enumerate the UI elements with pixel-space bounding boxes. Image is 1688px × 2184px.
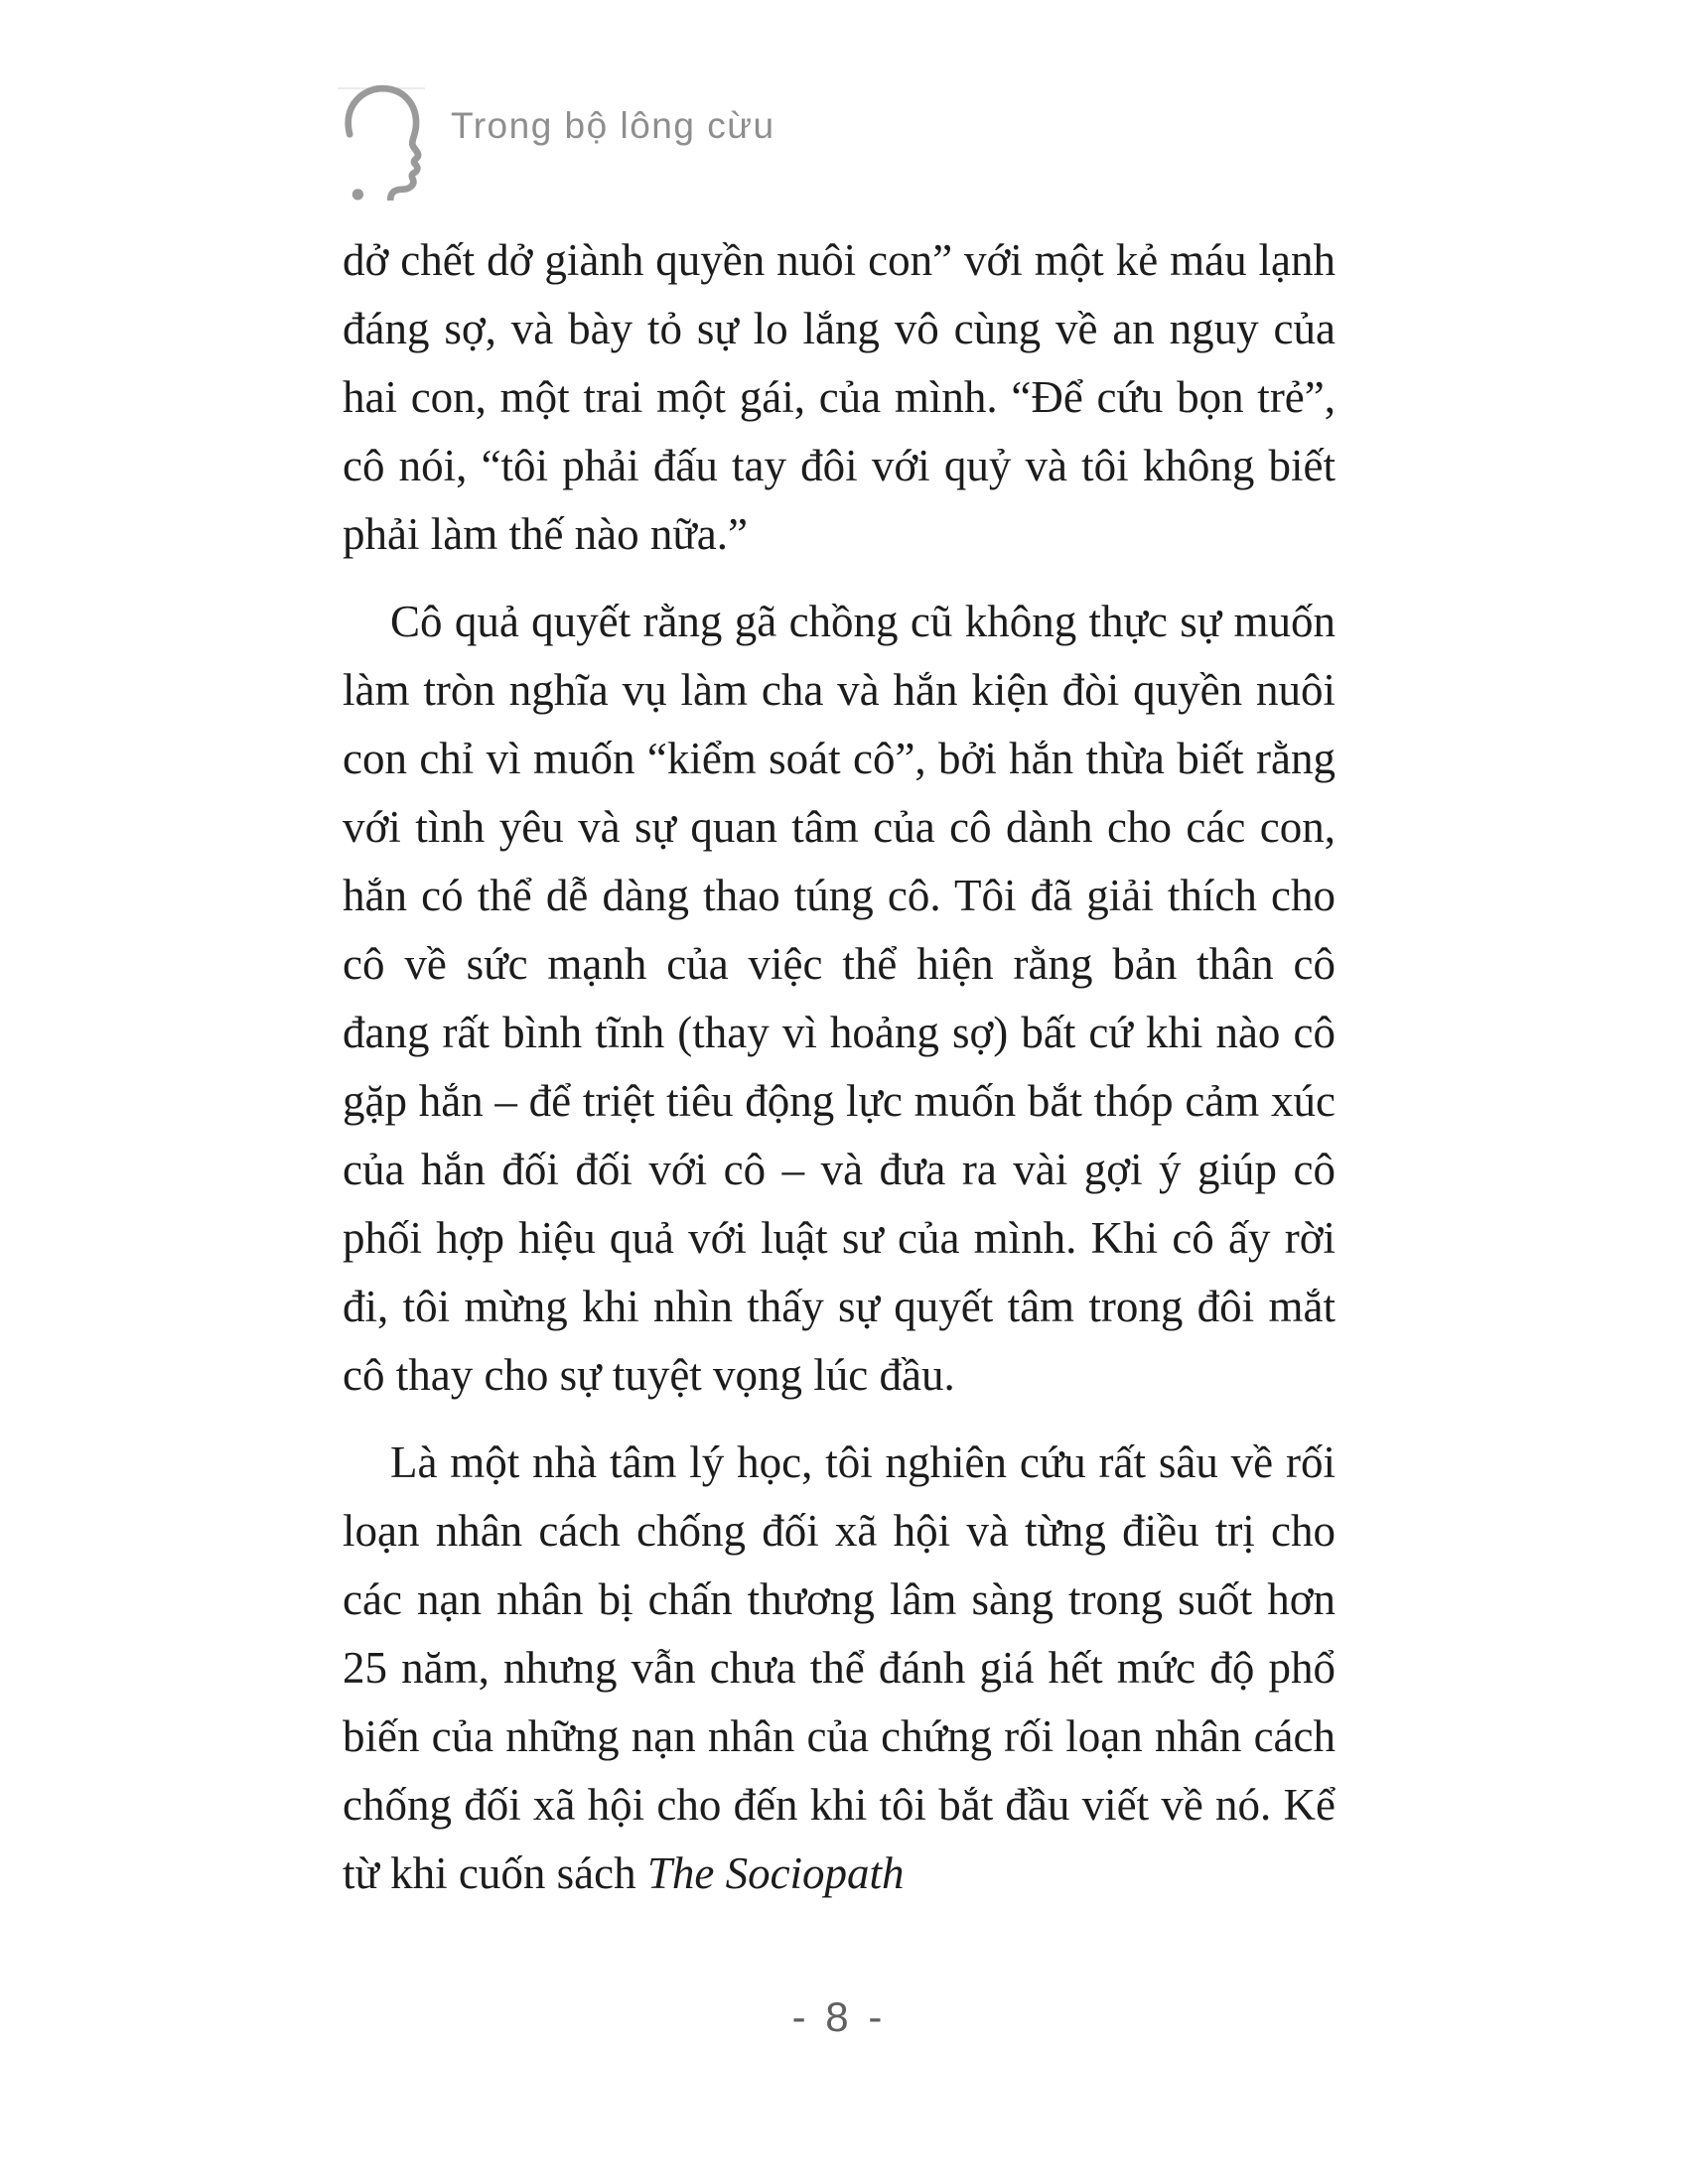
paragraph-3 bbox=[343, 1429, 1336, 1908]
page-header bbox=[336, 83, 775, 201]
page-number: - 8 - bbox=[791, 1993, 887, 2040]
running-header-title: Trong bộ lông cừu bbox=[451, 105, 775, 146]
paragraph-2-text: Cô quả quyết rằng gã chồng cũ không thực sự muốn làm tròn nghĩa vụ làm cha và hắn kiện đòi quyền nuôi con chỉ vì muốn “kiểm soát cô”, bởi hắn thừa biết rằng với tình yêu và sự quan tâm của cô dành cho các con, hắn có thể dễ dàng thao túng cô. Tôi đã giải thích cho cô về sức mạnh của việc thể hiện rằng bản thân cô đang rất bình tĩnh (thay vì hoảng sợ) bất cứ khi nào cô gặp hắn – để triệt tiêu động lực muốn bắt thóp cảm xúc của hắn đối đối với cô – và đưa ra vài gợi ý giúp cô phối hợp hiệu quả với luật sư của mình. Khi cô ấy rời đi, tôi mừng khi nhìn thấy sự quyết tâm trong đôi mắt cô thay cho sự tuyệt vọng lúc đầu. bbox=[343, 597, 1336, 1400]
book-title-italic: The Sociopath bbox=[646, 1848, 905, 1898]
paragraph-1 bbox=[343, 226, 1336, 569]
face-profile-question-icon bbox=[336, 83, 429, 201]
paragraph-3-text: Là một nhà tâm lý học, tôi nghiên cứu rất sâu về rối loạn nhân cách chống đối xã hội và từng điều trị cho các nạn nhân bị chấn thương lâm sàng trong suốt hơn 25 năm, nhưng vẫn chưa thể đánh giá hết mức độ phổ biến của những nạn nhân của chứng rối loạn nhân cách chống đối xã hội cho đến khi tôi bắt đầu viết về nó. Kể từ khi cuốn sách bbox=[343, 1437, 1336, 1898]
paragraph-2 bbox=[343, 588, 1336, 1410]
body-text bbox=[343, 226, 1336, 1927]
paragraph-1-text: dở chết dở giành quyền nuôi con” với một kẻ máu lạnh đáng sợ, và bày tỏ sự lo lắng vô cùng về an nguy của hai con, một trai một gái, của mình. “Để cứu bọn trẻ”, cô nói, “tôi phải đấu tay đôi với quỷ và tôi không biết phải làm thế nào nữa.” bbox=[343, 235, 1336, 559]
